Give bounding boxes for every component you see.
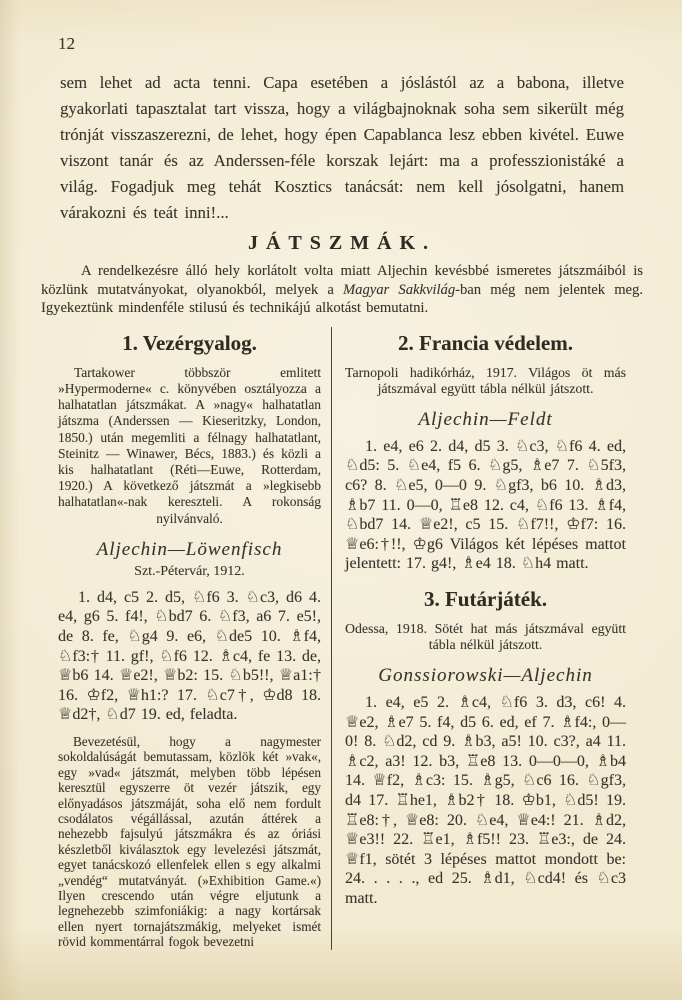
section-2-heading: 2. Francia védelem. (398, 330, 573, 355)
game-1-commentary: Bevezetésül, hogy a nagymester sokoldalúságát bemutassam, közlök két »vak«, egy »vad« játszmát, melyben több lépésen keresztül egyszerre öt vezér játszik, egy előnyadásos játszmáját, soha elő nem fordult csodálatos végállással, azután áttérek a nehezebb fajsulyú játszmákra és az óriási készletből kiválasztok egy levelezési játszmát, egyet tanácskozó ellenfelek ellen s egy alkalmi „vendég“ mutatványát. (»Exhibition Game.«) Ilyen crescendo után végre eljutunk a legnehezebb szimfoniákig: a nagy kortársak ellen nyert tornajátszmákig, melyeket ismét rövid kommentárral fogok bevezetni (58, 733, 321, 950)
section-3-note: Odessa, 1918. Sötét hat más játszmával együtt tábla nélkül játszott. (345, 620, 626, 652)
game-1-title: Aljechin—Löwenfisch (96, 538, 283, 560)
lead-text-after: -ban még nem jelentek meg. Igyekeztünk mindenféle stilusú és technikájú alkotást bemutatni. (41, 281, 643, 317)
game-3-title: Gonssiorowski—Aljechin (378, 664, 593, 686)
section-2-note: Tarnopoli hadikórház, 1917. Világos öt más játszmával együtt tábla nélkül játszott. (345, 364, 626, 396)
section-3-heading: 3. Futárjáték. (423, 586, 548, 611)
opening-paragraph: sem lehet ad acta tenni. Capa esetében a jóslástól az a babona, illetve gyakorlati tapasztalat tart vissza, hogy a világbajnoknak soha sem sikerült még trónját visszaszerezni, de lehet, hogy épen Capablanca lesz ebben kivétel. Euwe viszont tanár és az Anderssen-féle korszak lejárt: ma a professzionistáké a világ. Fogadjuk meg tehát Kosztics tanácsát: nem kell jósolgatni, hanem várakozni és teát inni!... (60, 73, 624, 222)
lead-paragraph (41, 262, 643, 318)
section-1-intro: Tartakower többször emlitett »Hypermoderne« c. könyvében osztályozza a halhatatlan játszmákat. A »nagy« halhatatlan játszma (Anderssen — Kieseritzky, London, 1850.) után megemliti a félnagy halhatatlant, Steinitz — Winawer, Bécs, 1883.) és közli a kis halhatatlant (Réti—Euwe, Rotterdam, 1920.) A következő játszmát a »legkisebb halhatatlan«-nak kereszteli. A rokonság nyilvánvaló. (58, 364, 321, 526)
two-column-layout (58, 327, 626, 950)
game-1-moves: 1. d4, c5 2. d5, ♘f6 3. ♘c3, d6 4. e4, g6 5. f4!, ♘bd7 6. ♘f3, a6 7. e5!, de 8. fe, ♘g4 9. e6, ♘de5 10. ♗f4, ♘f3:† 11. gf!, ♘f6 12. ♗c4, fe 13. de, ♕b6 14. ♕e2!, ♕b2: 15. ♘b5!!, ♕a1:† 16. ♔f2, ♕h1:? 17. ♘c7†, ♔d8 18. ♕d2†, ♘d7 19. ed, feladta. (58, 588, 321, 724)
game-1-venue: Szt.-Pétervár, 1912. (134, 563, 245, 579)
left-column (58, 327, 331, 950)
lead-text-before: A rendelkezésre álló hely korlátolt volta miatt Aljechin kevésbbé ismeretes játszmáiból is közlünk mutatványokat, olyanokból, melyek a (41, 263, 643, 298)
game-2-moves: 1. e4, e6 2. d4, d5 3. ♘c3, ♘f6 4. ed, ♘d5: 5. ♘e4, f5 6. ♘g5, ♗e7 7. ♘5f3, c6? 8. ♘e5, 0—0 9. ♘gf3, b6 10. ♗d3, ♗b7 11. 0—0, ♖e8 12. c4, ♘f6 13. ♗f4, ♘bd7 14. ♕e2!, c5 15. ♘f7!!, ♔f7: 16. ♕e6:†!!, ♔g6 Világos két lépéses mattot jelentett: 17. g4!, ♗e4 18. ♘h4 matt. (345, 437, 626, 573)
games-section-heading: JÁTSZMÁK. (247, 232, 437, 254)
game-3-moves: 1. e4, e5 2. ♗c4, ♘f6 3. d3, c6! 4. ♕e2, ♗e7 5. f4, d5 6. ed, ef 7. ♗f4:, 0—0! 8. ♘d2, cd 9. ♗b3, a5! 10. c3?, a4 11. ♗c2, a3! 12. b3, ♖e8 13. 0—0—0, ♗b4 14. ♕f2, ♗c3: 15. ♗g5, ♘c6 16. ♘gf3, d4 17. ♖he1, ♗b2† 18. ♔b1, ♘d5! 19. ♖e8:†, ♕e8: 20. ♘e4, ♕e4:! 21. ♗d2, ♕e3!! 22. ♖e1, ♗f5!! 23. ♖e3:, de 24. ♕f1, sötét 3 lépéses mattot mondott be: 24. . . . ., ed 25. ♗d1, ♘cd4! és ♘c3 matt. (345, 693, 626, 907)
game-2-title: Aljechin—Feldt (418, 408, 553, 430)
section-1-heading: 1. Vezérgyalog. (122, 330, 257, 355)
magazine-name: Magyar Sakkvilág (343, 281, 456, 298)
page-number: 12 (58, 34, 75, 53)
right-column (331, 327, 626, 950)
